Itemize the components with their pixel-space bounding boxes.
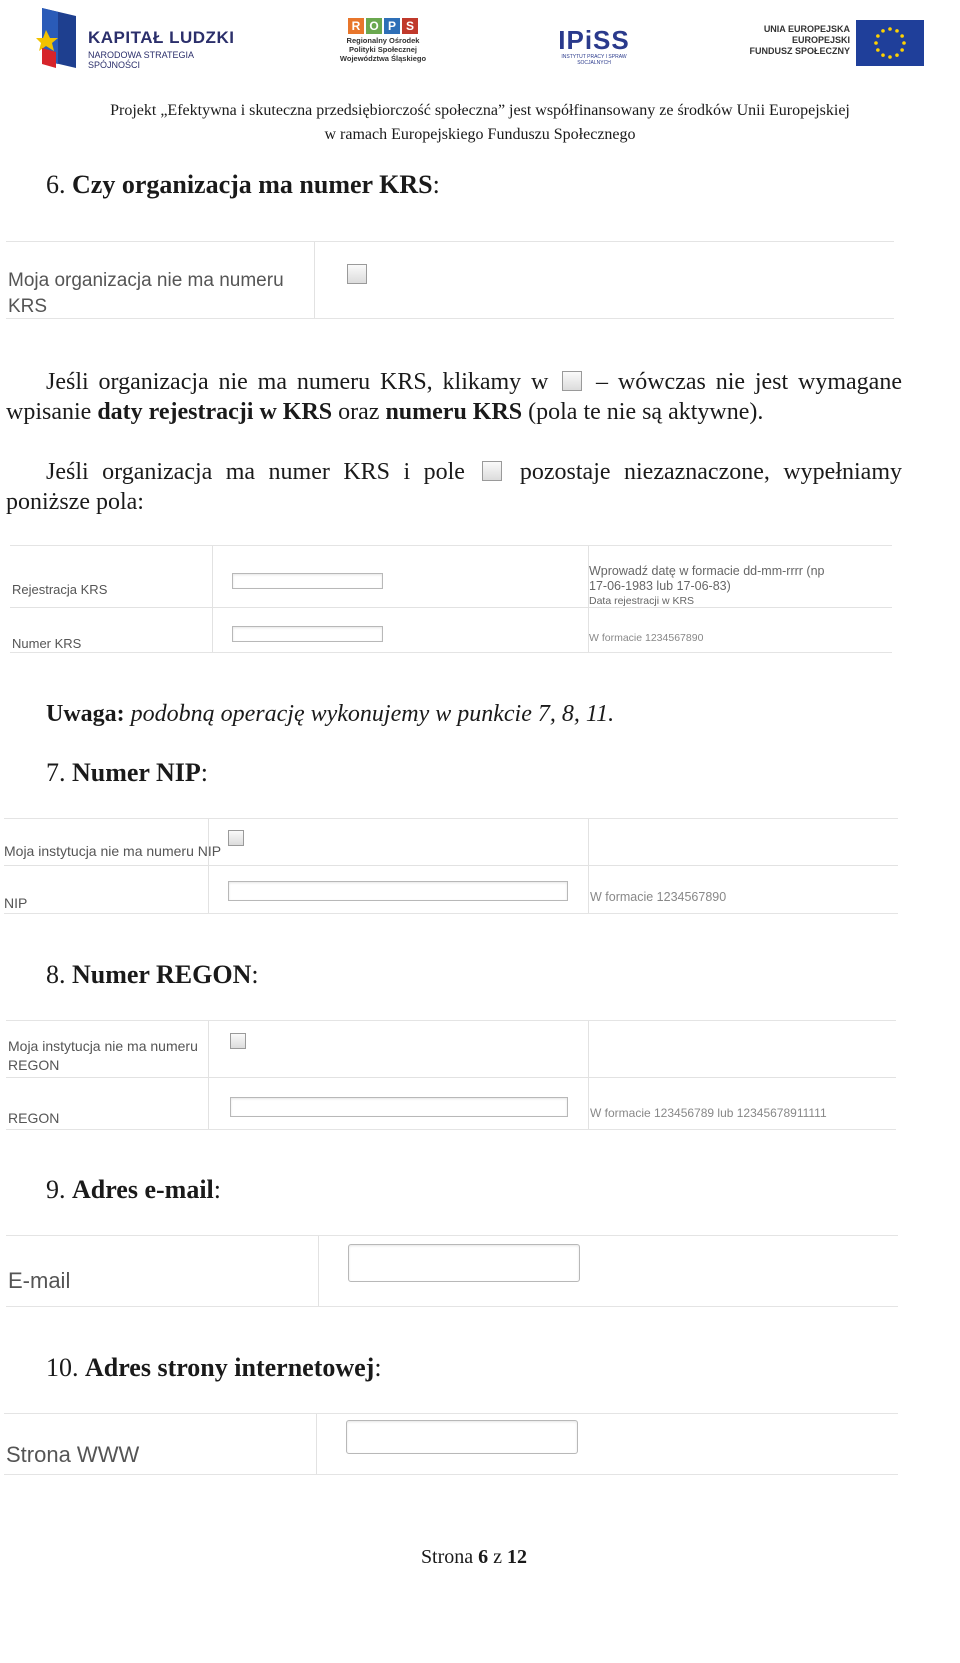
krs-number-input[interactable] — [232, 626, 383, 642]
krs-checkbox-panel — [6, 241, 894, 319]
rops-letter: S — [402, 18, 418, 34]
row-divider — [6, 1077, 896, 1078]
footer-page-number: 6 — [478, 1546, 489, 1568]
section-number: 10. — [46, 1353, 79, 1382]
eu-line: EUROPEJSKI — [791, 35, 850, 45]
section-colon: : — [432, 170, 440, 199]
eu-star — [902, 41, 906, 45]
email-input[interactable] — [348, 1244, 580, 1282]
nip-form-panel — [4, 818, 898, 914]
krs-form-panel — [10, 545, 892, 653]
label-line: KRS — [8, 296, 48, 317]
email-form-panel — [6, 1235, 898, 1307]
section-number: 8. — [46, 960, 66, 989]
eu-star — [888, 55, 892, 59]
eu-star — [881, 29, 885, 33]
no-regon-checkbox[interactable] — [230, 1033, 246, 1049]
kapital-ludzki-logo — [36, 8, 246, 73]
ipiss-logo — [548, 26, 640, 64]
column-divider — [588, 819, 589, 913]
column-divider — [208, 1021, 209, 1129]
column-divider — [314, 242, 315, 318]
eu-star — [888, 27, 892, 31]
regon-input[interactable] — [230, 1097, 568, 1117]
section-colon: : — [213, 1175, 222, 1204]
text: pozostaje niezaznaczone, wypełniamy poniższe pola: — [6, 459, 902, 515]
column-divider — [212, 546, 213, 652]
footer-text: z — [493, 1546, 503, 1568]
hint-line: Data rejestracji w KRS — [589, 595, 695, 607]
section-7-heading — [46, 758, 208, 788]
eu-star — [876, 34, 880, 38]
rops-letters — [328, 18, 438, 34]
eu-logo — [742, 18, 922, 68]
rops-letter: R — [348, 18, 364, 34]
section-6-heading — [46, 170, 440, 200]
rops-line: Polityki Społecznej — [349, 45, 417, 54]
eu-line: UNIA EUROPEJSKA — [763, 24, 850, 34]
eu-star — [900, 34, 904, 38]
www-form-panel — [4, 1413, 898, 1475]
eu-star — [874, 41, 878, 45]
rops-line: Regionalny Ośrodek — [346, 36, 420, 45]
label-line: Moja organizacja nie ma numeru — [8, 270, 284, 291]
rops-letter: P — [384, 18, 400, 34]
krs-registration-input[interactable] — [232, 573, 383, 589]
section-number: 9. — [46, 1175, 66, 1204]
email-label: E-mail — [8, 1268, 71, 1293]
rops-letter: O — [366, 18, 382, 34]
eu-star — [895, 53, 899, 57]
rops-text — [328, 36, 438, 63]
hint-line: 17-06-1983 lub 17-06-83) — [589, 579, 731, 593]
explain-paragraph-1 — [6, 367, 902, 427]
footer-total-pages: 12 — [507, 1546, 528, 1568]
column-divider — [318, 1236, 319, 1306]
no-nip-checkbox[interactable] — [228, 830, 244, 846]
text: (pola te nie są aktywne). — [528, 399, 764, 425]
regon-hint: W formacie 123456789 lub 12345678911111 — [590, 1106, 827, 1120]
section-colon: : — [374, 1353, 382, 1382]
section-colon: : — [251, 960, 259, 989]
nip-input[interactable] — [228, 881, 568, 901]
note — [46, 701, 614, 728]
footer-text: Strona — [420, 1546, 474, 1568]
column-divider — [588, 1021, 589, 1129]
project-note-line: Projekt „Efektywna i skuteczna przedsiębiorczość społeczna” jest współfinansowany ze środków Unii Europejskiej — [110, 102, 850, 119]
row-divider — [4, 865, 898, 866]
section-10-heading — [46, 1353, 382, 1383]
section-9-heading — [46, 1175, 221, 1205]
eu-star — [881, 53, 885, 57]
rops-logo — [328, 18, 438, 73]
section-title: Adres strony internetowej — [85, 1353, 375, 1382]
www-input[interactable] — [346, 1420, 578, 1454]
ipiss-mark: IPiSS — [558, 25, 630, 55]
explain-paragraph-2 — [6, 457, 902, 517]
section-title: Adres e-mail — [72, 1175, 214, 1204]
regon-form-panel — [6, 1020, 896, 1130]
kapital-ludzki-flag-icon — [36, 8, 76, 68]
checkbox-icon — [482, 461, 502, 481]
section-colon: : — [200, 758, 209, 787]
regon-label: REGON — [8, 1110, 60, 1126]
nip-hint: W formacie 1234567890 — [590, 890, 727, 904]
eu-line: FUNDUSZ SPOŁECZNY — [749, 46, 850, 56]
page-footer — [0, 1546, 948, 1569]
krs-registration-hint — [589, 564, 824, 609]
note-label: Uwaga: — [46, 701, 125, 727]
eu-flag-icon — [856, 20, 924, 66]
project-note — [0, 99, 960, 147]
bold-text: numeru KRS — [385, 399, 523, 425]
text: Jeśli organizacja ma numer KRS i pole — [46, 459, 465, 485]
section-8-heading — [46, 960, 259, 990]
ipiss-subtitle: INSTYTUT PRACY I SPRAW SOCJALNYCH — [561, 54, 627, 66]
label-line: REGON — [8, 1057, 60, 1073]
www-label: Strona WWW — [6, 1442, 140, 1467]
kapital-ludzki-subtitle: NARODOWA STRATEGIA SPÓJNOŚCI — [88, 50, 194, 70]
hint-line: Wprowadź datę w formacie dd-mm-rrrr (np — [589, 564, 825, 578]
section-number: 6. — [46, 170, 66, 199]
section-number: 7. — [46, 758, 66, 787]
krs-number-hint: W formacie 1234567890 — [589, 632, 704, 644]
eu-text — [742, 24, 850, 57]
no-regon-label — [8, 1037, 198, 1075]
krs-number-label: Numer KRS — [12, 636, 82, 651]
bold-text: daty rejestracji w KRS — [97, 399, 333, 425]
text: oraz — [338, 399, 380, 425]
krs-registration-label: Rejestracja KRS — [12, 582, 108, 597]
section-title: Numer REGON — [72, 960, 252, 989]
text: Jeśli organizacja nie ma numeru KRS, klikamy w — [46, 369, 549, 395]
project-note-line: w ramach Europejskiego Funduszu Społecznego — [324, 126, 636, 143]
section-title: Numer NIP — [72, 758, 201, 787]
kapital-ludzki-title: KAPITAŁ LUDZKI — [88, 28, 235, 47]
no-krs-checkbox[interactable] — [347, 264, 367, 284]
rops-line: Województwa Śląskiego — [339, 54, 427, 63]
text: – wówczas nie jest wymagane wpisanie — [6, 369, 902, 425]
note-text: podobną operację wykonujemy w punkcie 7, 8, 11. — [130, 701, 615, 727]
label-line: Moja instytucja nie ma numeru — [8, 1038, 198, 1054]
checkbox-icon — [562, 371, 582, 391]
eu-star — [876, 48, 880, 52]
no-nip-label: Moja instytucja nie ma numeru NIP — [4, 843, 222, 859]
eu-star — [900, 48, 904, 52]
no-krs-label — [8, 268, 284, 320]
column-divider — [316, 1414, 317, 1474]
eu-star — [895, 29, 899, 33]
nip-label: NIP — [4, 895, 28, 911]
column-divider — [208, 819, 209, 913]
section-title: Czy organizacja ma numer KRS — [72, 170, 433, 199]
